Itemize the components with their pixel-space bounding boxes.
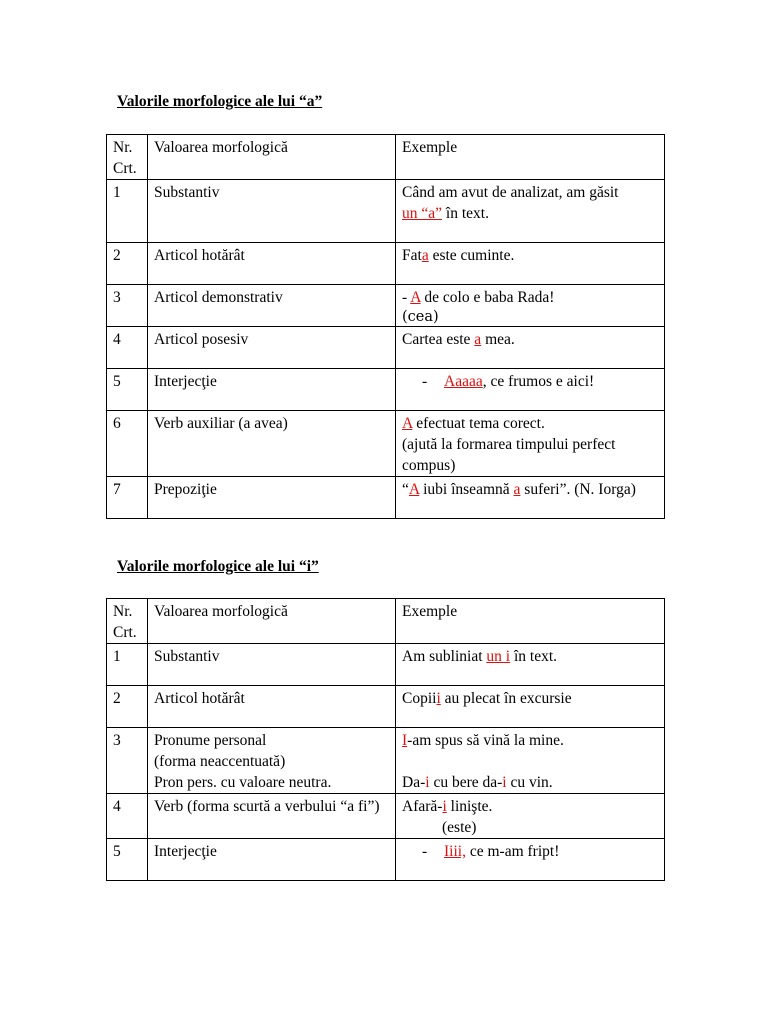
row-nr: 4 (107, 794, 148, 839)
row-valoare: Articol demonstrativ (148, 285, 396, 327)
valoare-line: (forma neaccentuată) (154, 753, 286, 770)
row-valoare: Articol posesiv (148, 327, 396, 369)
example-text: Am subliniat (402, 648, 487, 665)
example-line: (cea) (402, 309, 439, 325)
header-nr: Nr. Crt. (107, 135, 148, 180)
row-valoare: Interjecţie (148, 369, 396, 411)
highlight: i (425, 774, 430, 791)
highlight: A (410, 289, 421, 306)
row-nr: 6 (107, 411, 148, 477)
row-valoare: Substantiv (148, 180, 396, 243)
row-valoare: Interjecţie (148, 839, 396, 881)
row-exemplu (396, 285, 665, 327)
table-a (106, 134, 665, 519)
table-row (107, 794, 665, 839)
row-nr: 5 (107, 369, 148, 411)
header-exemple: Exemple (396, 599, 665, 644)
dash-bullet: - (422, 843, 428, 860)
example-text: efectuat tema corect. (412, 415, 545, 432)
row-nr: 2 (107, 243, 148, 285)
table-row (107, 839, 665, 881)
row-exemplu (396, 243, 665, 285)
table-row (107, 477, 665, 519)
table-row (107, 686, 665, 728)
example-text: Afară- (402, 798, 443, 815)
section-a-title: Valorile morfologice ale lui “a” (117, 93, 323, 110)
row-nr: 7 (107, 477, 148, 519)
example-text: iubi înseamnă (419, 481, 514, 498)
highlight: Iiii, (444, 843, 466, 860)
example-text: linişte. (446, 798, 493, 815)
row-nr: 4 (107, 327, 148, 369)
example-text: au plecat în excursie (440, 690, 572, 707)
row-nr: 3 (107, 728, 148, 794)
highlight: A (408, 481, 420, 498)
row-exemplu (396, 477, 665, 519)
highlight: Aaaaa (444, 373, 483, 390)
example-text: Fat (402, 247, 422, 264)
header-valoare: Valoarea morfologică (148, 599, 396, 644)
example-text: -am spus să vină la mine. (407, 732, 564, 749)
example-text: cu vin. (506, 774, 553, 791)
valoare-line: Pronume personal (154, 732, 267, 749)
table-row (107, 180, 665, 243)
header-exemple: Exemple (396, 135, 665, 180)
row-exemplu (396, 728, 665, 794)
highlight: a (421, 247, 429, 264)
example-line (402, 796, 658, 817)
example-text: mea. (481, 331, 515, 348)
row-nr: 5 (107, 839, 148, 881)
row-nr: 1 (107, 180, 148, 243)
row-valoare (148, 728, 396, 794)
row-valoare: Substantiv (148, 644, 396, 686)
header-nr: Nr. Crt. (107, 599, 148, 644)
row-nr: 3 (107, 285, 148, 327)
dash-bullet: - (422, 373, 428, 390)
row-valoare: Articol hotărât (148, 686, 396, 728)
example-line (402, 730, 658, 751)
example-text: cu bere da- (429, 774, 503, 791)
row-exemplu (396, 794, 665, 839)
highlight: A (402, 415, 413, 432)
example-text: în text. (442, 205, 489, 222)
highlight: i (436, 690, 441, 707)
row-valoare: Verb (forma scurtă a verbului “a fi”) (148, 794, 396, 839)
example-text: Da- (402, 774, 426, 791)
header-valoare: Valoarea morfologică (148, 135, 396, 180)
table-row (107, 644, 665, 686)
row-exemplu (396, 644, 665, 686)
row-exemplu (396, 369, 665, 411)
highlight: i (442, 798, 447, 815)
table-row (107, 243, 665, 285)
section-i-title: Valorile morfologice ale lui “i” (117, 558, 319, 575)
example-line (402, 203, 658, 224)
example-line (402, 413, 658, 434)
row-valoare: Articol hotărât (148, 243, 396, 285)
highlight: a (474, 331, 482, 348)
highlight: un “a” (402, 205, 443, 222)
example-text: , ce frumos e aici! (482, 373, 595, 390)
table-row (107, 327, 665, 369)
example-line: Când am avut de analizat, am găsit (402, 184, 619, 201)
table-header-row (107, 599, 665, 644)
row-nr: 2 (107, 686, 148, 728)
example-line (402, 841, 658, 862)
example-text: Copii (402, 690, 437, 707)
table-header-row (107, 135, 665, 180)
valoare-line: Pron pers. cu valoare neutra. (154, 774, 332, 791)
highlight: I (402, 732, 408, 749)
highlight: un i (486, 648, 511, 665)
example-text: “ (402, 481, 409, 498)
table-i (106, 598, 665, 881)
row-exemplu (396, 180, 665, 243)
row-exemplu (396, 839, 665, 881)
example-text: de colo e baba Rada! (420, 289, 555, 306)
table-row (107, 411, 665, 477)
highlight: a (513, 481, 521, 498)
example-text: este cuminte. (428, 247, 515, 264)
example-text: suferi”. (N. Iorga) (520, 481, 636, 498)
row-exemplu (396, 686, 665, 728)
example-text: Cartea este (402, 331, 475, 348)
example-text: în text. (510, 648, 558, 665)
example-line (402, 287, 658, 308)
example-text: - (402, 289, 411, 306)
row-valoare: Prepoziţie (148, 477, 396, 519)
example-text: ce m-am fript! (465, 843, 560, 860)
row-exemplu (396, 411, 665, 477)
table-row (107, 369, 665, 411)
table-row (107, 285, 665, 327)
row-valoare: Verb auxiliar (a avea) (148, 411, 396, 477)
example-line: (ajută la formarea timpului perfect compus) (402, 436, 616, 474)
table-row (107, 728, 665, 794)
row-exemplu (396, 327, 665, 369)
example-line (402, 772, 658, 793)
example-line (402, 371, 658, 392)
row-nr: 1 (107, 644, 148, 686)
example-line: (este) (442, 819, 477, 836)
highlight: i (502, 774, 507, 791)
